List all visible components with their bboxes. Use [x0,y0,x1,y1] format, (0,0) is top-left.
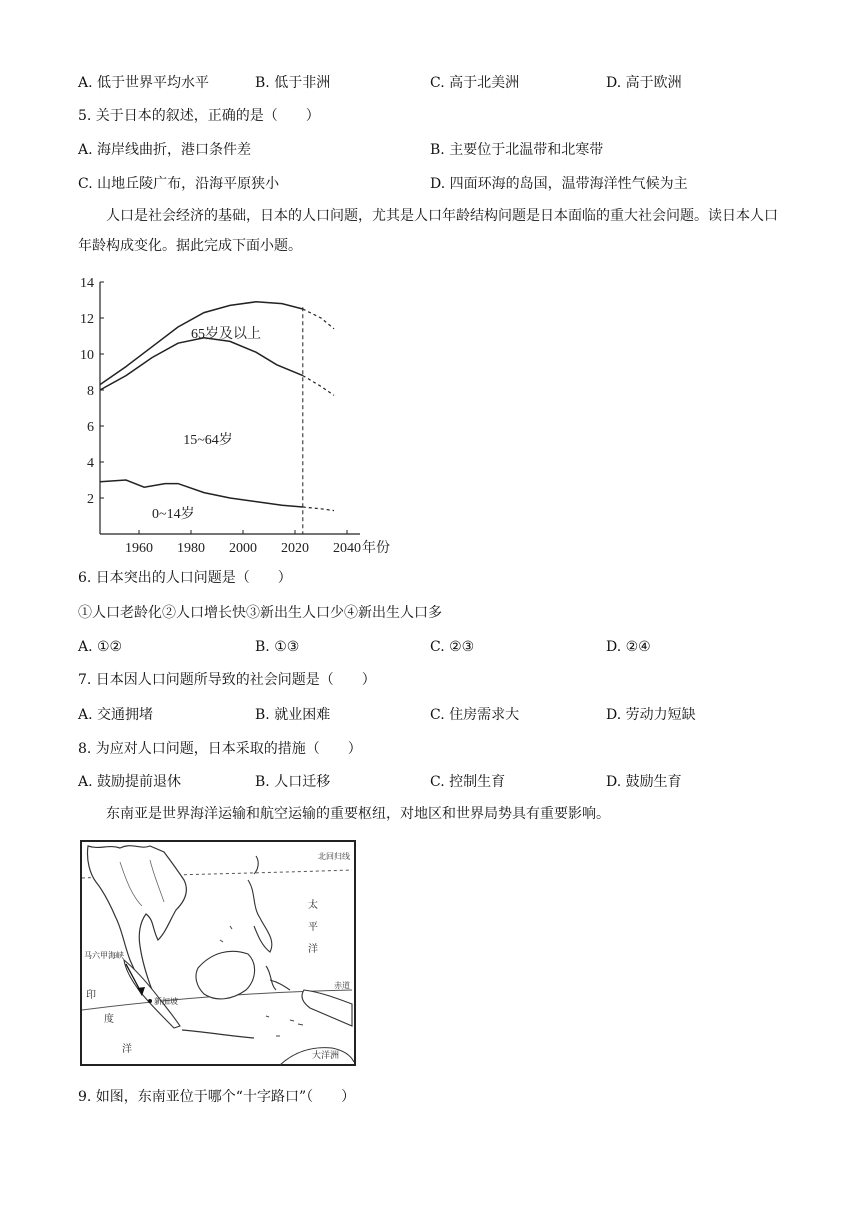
series-projection-2 [303,507,334,511]
equator-label: 赤道 [334,981,350,990]
q6-option-a: A. ①② [78,639,123,655]
y-tick-label-6: 6 [87,420,94,435]
singapore-label: 新加坡 [154,997,178,1006]
q7-option-c: C. 住房需求大 [430,707,520,723]
indian-label-2: 度 [104,1014,114,1025]
series-projection-1 [303,376,334,396]
q4-option-d: D. 高于欧洲 [606,75,682,91]
q7-option-b: B. 就业困难 [255,707,331,723]
series-line-2 [100,480,303,507]
southeast-asia-map [80,840,356,1066]
y-tick-label-4: 4 [87,456,94,471]
x-tick-label-2040: 2040 [333,541,361,555]
intro-southeast-asia: 东南亚是世界海洋运输和航空运输的重要枢纽，对地区和世界局势具有重要影响。 [106,806,610,822]
y-tick-label-12: 12 [80,312,94,327]
singapore-dot [148,999,152,1003]
q4-option-a: A. 低于世界平均水平 [78,75,210,91]
q9-stem: 9. 如图，东南亚位于哪个“十字路口”（ ） [78,1089,356,1105]
q6-option-b: B. ①③ [255,639,300,655]
q4-option-c: C. 高于北美洲 [430,75,520,91]
q5-option-d: D. 四面环海的岛国，温带海洋性气候为主 [430,176,688,192]
pacific-label-3: 洋 [308,944,318,955]
x-tick-label-1980: 1980 [177,541,205,555]
strait-label: 马六甲海峡 [84,951,124,960]
chart-labels [80,276,390,555]
q7-stem: 7. 日本因人口问题所导致的社会问题是（ ） [78,672,376,688]
indian-label-3: 洋 [122,1044,132,1055]
q4-option-b: B. 低于非洲 [255,75,331,91]
x-tick-label-2020: 2020 [281,541,309,555]
q6-stem: 6. 日本突出的人口问题是（ ） [78,570,292,586]
y-tick-label-10: 10 [80,348,94,363]
q6-choices: ①人口老龄化②人口增长快③新出生人口少④新出生人口多 [78,605,442,621]
pacific-label-1: 太 [308,900,318,911]
series-label-0: 65岁及以上 [191,326,261,342]
pacific-label-2: 平 [308,922,318,933]
series-label-1: 15~64岁 [183,433,233,448]
q7-option-a: A. 交通拥堵 [78,707,154,723]
q7-option-d: D. 劳动力短缺 [606,707,696,723]
q8-stem: 8. 为应对人口问题，日本采取的措施（ ） [78,741,362,757]
x-axis-label: 年份 [362,541,390,555]
q5-option-b: B. 主要位于北温带和北寒带 [430,142,604,158]
population-age-chart [70,270,390,555]
q5-stem: 5. 关于日本的叙述，正确的是（ ） [78,108,320,124]
q8-option-d: D. 鼓励生育 [606,774,682,790]
series-label-2: 0~14岁 [152,506,195,522]
x-tick-label-2000: 2000 [229,541,257,555]
oceania-label: 大洋洲 [312,1051,340,1061]
q6-option-d: D. ②④ [606,639,651,655]
indian-label-1: 印 [86,990,96,1001]
q6-option-c: C. ②③ [430,639,475,655]
y-tick-label-8: 8 [87,384,94,399]
y-tick-label-14: 14 [80,276,94,291]
q5-option-a: A. 海岸线曲折，港口条件差 [78,142,252,158]
q8-option-c: C. 控制生育 [430,774,506,790]
q5-option-c: C. 山地丘陵广布，沿海平原狭小 [78,176,280,192]
x-tick-label-1960: 1960 [125,541,153,555]
intro-population: 人口是社会经济的基础，日本的人口问题，尤其是人口年龄结构问题是日本面临的重大社会问题。读日本人口年龄构成变化。据此完成下面小题。 [78,208,778,254]
y-tick-label-2: 2 [87,492,94,507]
series-projection-0 [303,309,334,329]
q8-option-a: A. 鼓励提前退休 [78,774,182,790]
tropic-label: 北回归线 [318,852,350,861]
q8-option-b: B. 人口迁移 [255,774,331,790]
chart-axes [100,282,360,534]
